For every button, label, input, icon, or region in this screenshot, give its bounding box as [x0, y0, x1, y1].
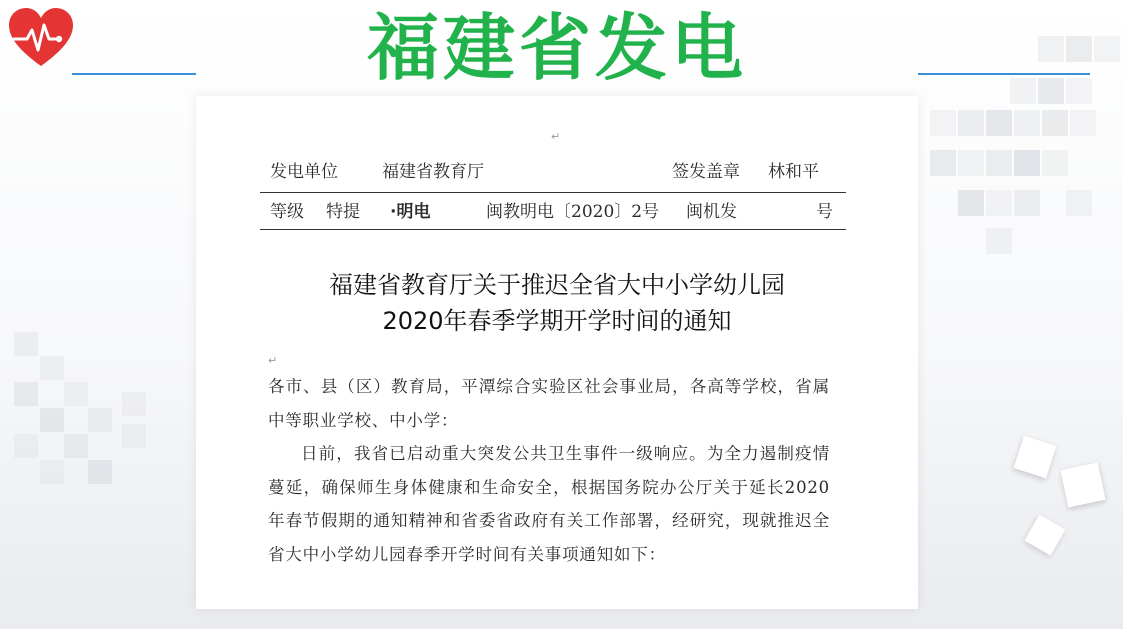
body-paragraph: 日前，我省已启动重大突发公共卫生事件一级响应。为全力遏制疫情蔓延，确保师生身体健康和生命安全，根据国务院办公厅关于延长2020年春节假期的通知精神和省委省政府有关工作部署，经研究，现就推迟全省大中小学幼儿园春季开学时间有关事项通知如下：: [268, 444, 830, 564]
header-row-level: [264, 196, 848, 228]
number-suffix: 号: [816, 202, 833, 222]
paragraph-mark: ↵: [268, 354, 278, 367]
machine-label: 闽机发: [686, 202, 737, 222]
header-row-issuer: [264, 156, 848, 188]
document-title-line1: 福建省教育厅关于推迟全省大中小学幼儿园: [329, 271, 785, 299]
document-number: 闽教明电〔2020〕2号: [486, 202, 660, 222]
signer-value: 林和平: [768, 162, 819, 182]
level-value: 特提: [326, 202, 360, 222]
issuer-value: 福建省教育厅: [382, 162, 484, 182]
telegram-type: ·明电: [390, 202, 431, 222]
salutation: 各市、县（区）教育局，平潭综合实验区社会事业局，各高等学校，省属中等职业学校、中小学：: [268, 377, 830, 430]
header-rule-bottom: [260, 229, 846, 230]
paragraph-mark: ↵: [551, 130, 561, 143]
document-title-line2: 2020年春季学期开学时间的通知: [382, 307, 732, 335]
document-body: [268, 370, 830, 571]
slide-title: 福建省发电: [366, 6, 747, 90]
issuer-label: 发电单位: [270, 162, 338, 182]
header-line-right: [918, 73, 1090, 75]
heart-pulse-icon: [8, 6, 74, 72]
signer-label: 签发盖章: [672, 162, 740, 182]
document-page: [196, 96, 918, 609]
header-rule: [260, 192, 846, 193]
header-line-left: [72, 73, 196, 75]
level-label: 等级: [270, 202, 304, 222]
